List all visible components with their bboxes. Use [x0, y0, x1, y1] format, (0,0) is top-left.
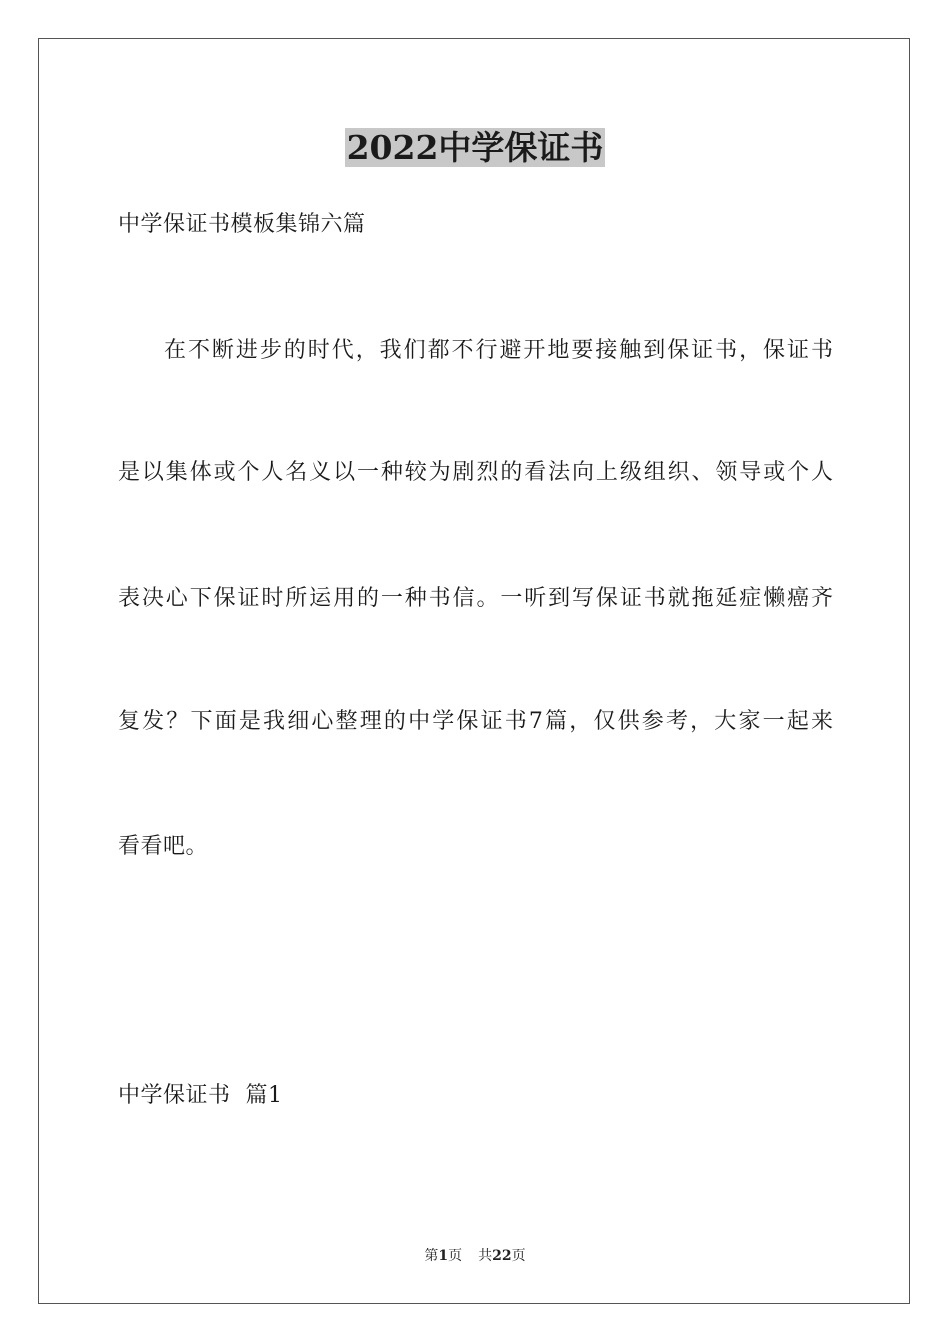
document-title-text: 2022中学保证书	[346, 128, 604, 167]
paragraph-line-5: 看看吧。	[118, 834, 209, 859]
document-subtitle: 中学保证书模板集锦六篇	[118, 212, 366, 237]
footer-total-suffix: 页	[511, 1248, 526, 1264]
paragraph-line-1: 在不断进步的时代，我们都不行避开地要接触到保证书，保证书	[164, 338, 833, 363]
page-footer	[0, 1246, 950, 1266]
paragraph-line-3: 表决心下保证时所运用的一种书信。一听到写保证书就拖延症懒癌齐	[118, 586, 833, 611]
footer-total-prefix: 共	[478, 1248, 493, 1264]
section-heading: 中学保证书 篇1	[118, 1083, 283, 1108]
paragraph-line-2: 是以集体或个人名义以一种较为剧烈的看法向上级组织、领导或个人	[118, 460, 833, 485]
footer-page-prefix: 第	[424, 1248, 439, 1264]
footer-page-number: 1	[438, 1248, 449, 1264]
paragraph-line-4: 复发？下面是我细心整理的中学保证书7篇，仅供参考，大家一起来	[118, 709, 833, 734]
footer-page-suffix: 页	[448, 1248, 463, 1264]
document-title	[0, 126, 950, 170]
footer-total-pages: 22	[492, 1248, 512, 1264]
